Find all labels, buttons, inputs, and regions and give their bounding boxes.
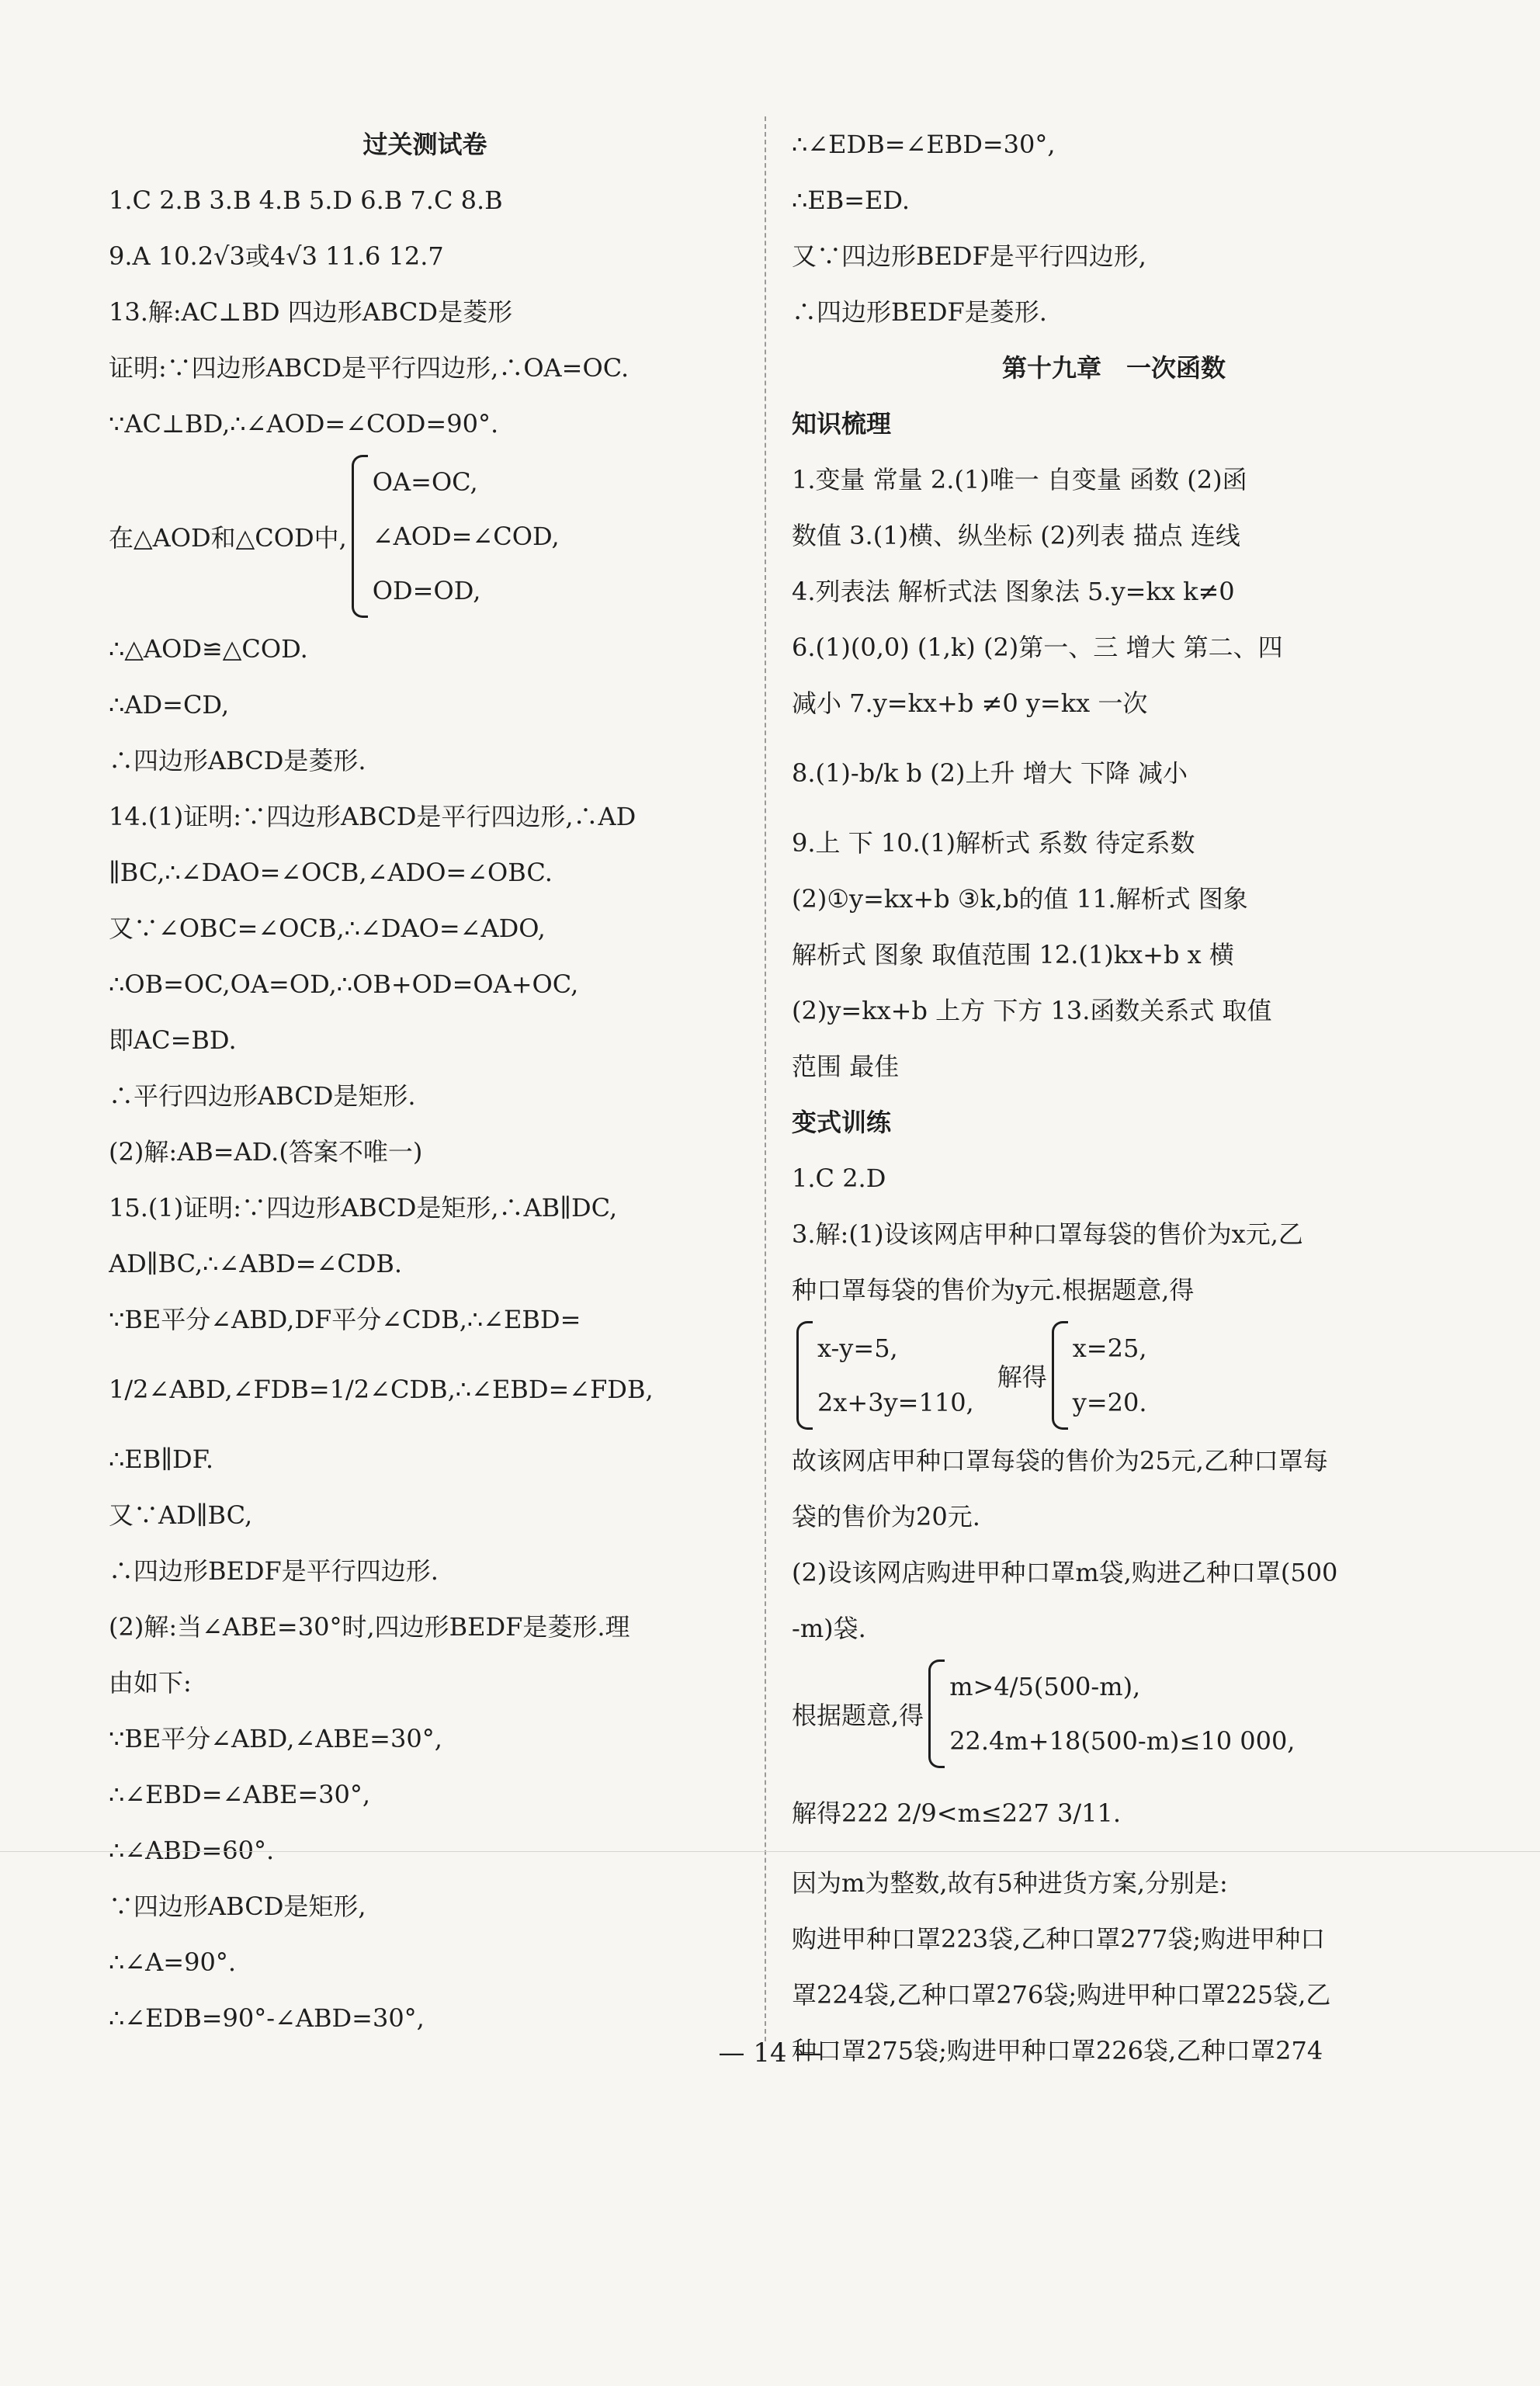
text-line: 购进甲种口罩223袋,乙种口罩277袋;购进甲种口 [792,1924,1326,1954]
right-lines-d [792,1433,1436,1656]
text-line: 故该网店甲种口罩每袋的售价为25元,乙种口罩每 [792,1446,1328,1476]
text-line: ∵BE平分∠ABD,DF平分∠CDB,∴∠EBD= [109,1305,581,1334]
text-line: 1.C 2.D [792,1164,886,1193]
system-row: 2x+3y=110, [817,1388,974,1417]
system-row: y=20. [1072,1388,1147,1417]
text-line: ∴EB∥DF. [109,1444,214,1474]
page-number: — 14 — [718,2037,822,2069]
text-line: (2)解:AB=AD.(答案不唯一) [109,1137,423,1167]
text-line: ∴∠A=90°. [109,1947,236,1977]
system-row: OA=OC, [372,467,478,497]
text-line: 又∵∠OBC=∠OCB,∴∠DAO=∠ADO, [109,914,546,943]
text-line: AD∥BC,∴∠ABD=∠CDB. [109,1249,403,1278]
text-line: (2)设该网店购进甲种口罩m袋,购进乙种口罩(500 [792,1558,1338,1587]
system-row: m>4/5(500-m), [949,1672,1141,1701]
text-line: ∵AC⊥BD,∴∠AOD=∠COD=90°. [109,409,499,439]
text-line: 3.解:(1)设该网店甲种口罩每袋的售价为x元,乙 [792,1219,1303,1249]
text-line: 15.(1)证明:∵四边形ABCD是矩形,∴AB∥DC, [109,1193,618,1222]
text-line: 14.(1)证明:∵四边形ABCD是平行四边形,∴AD [109,802,636,831]
scan-fold-line [0,1851,1540,1852]
text-line: ∴四边形BEDF是平行四边形. [109,1556,439,1586]
text-line: ∵BE平分∠ABD,∠ABE=30°, [109,1724,442,1753]
brace [796,1321,813,1430]
text-line: 范围 最佳 [792,1052,900,1081]
text-line: 9.A 10.2√3或4√3 11.6 12.7 [109,241,444,271]
right-lines-b [792,452,1436,1094]
column-divider [765,116,766,2041]
text-line: ∴四边形ABCD是菱形. [109,746,366,775]
text-line: 1/2∠ABD,∠FDB=1/2∠CDB,∴∠EBD=∠FDB, [109,1375,654,1404]
system-prefix: 在△AOD和△COD中, [109,523,347,553]
chapter-title: 第十九章 一次函数 [1001,353,1226,383]
equation-system [792,1659,1436,1768]
text-line: ∴四边形BEDF是菱形. [792,297,1047,327]
text-line: (2)解:当∠ABE=30°时,四边形BEDF是菱形.理 [109,1612,630,1642]
text-line: ∴∠EBD=∠ABE=30°, [109,1780,371,1809]
system-row: OD=OD, [372,576,481,605]
system-row: 22.4m+18(500-m)≤10 000, [949,1726,1295,1756]
section-heading: 知识梳理 [792,409,892,439]
text-line: 减小 7.y=kx+b ≠0 y=kx 一次 [792,688,1148,718]
brace [352,455,368,618]
text-line: (2)①y=kx+b ③k,b的值 11.解析式 图象 [792,884,1248,914]
right-lines-e [792,1771,1436,2079]
text-line: 4.列表法 解析式法 图象法 5.y=kx k≠0 [792,577,1235,606]
text-line: 又∵AD∥BC, [109,1500,253,1530]
system-row: x-y=5, [817,1333,898,1363]
text-line: 又∵四边形BEDF是平行四边形, [792,241,1146,271]
brace [928,1659,945,1768]
text-line: 9.上 下 10.(1)解析式 系数 待定系数 [792,828,1195,858]
right-lines-c [792,1150,1436,1318]
text-line: ∴平行四边形ABCD是矩形. [109,1081,416,1111]
text-line: ∴∠ABD=60°. [109,1836,275,1865]
text-line: 种口罩每袋的售价为y元.根据题意,得 [792,1275,1195,1305]
text-line: ∴∠EDB=∠EBD=30°, [792,130,1056,159]
section-heading: 变式训练 [792,1108,892,1137]
text-line: ∴AD=CD, [109,690,230,720]
text-line: 8.(1)-b/k b (2)上升 增大 下降 减小 [792,758,1188,788]
text-line: ∴EB=ED. [792,186,910,215]
text-line: ∴OB=OC,OA=OD,∴OB+OD=OA+OC, [109,969,579,999]
equation-system [109,455,741,618]
right-lines-a [792,116,1436,340]
right-column [792,116,1436,2079]
text-line: 即AC=BD. [109,1025,237,1055]
text-line: ∴△AOD≌△COD. [109,634,308,664]
text-line: 因为m为整数,故有5种进货方案,分别是: [792,1868,1228,1898]
text-line: ∥BC,∴∠DAO=∠OCB,∠ADO=∠OBC. [109,858,553,887]
text-line: ∵四边形ABCD是矩形, [109,1892,366,1921]
text-line: ∴∠EDB=90°-∠ABD=30°, [109,2003,425,2033]
equation-system [792,1321,1436,1430]
text-line: (2)y=kx+b 上方 下方 13.函数关系式 取值 [792,996,1272,1025]
text-line: 罩224袋,乙种口罩276袋;购进甲种口罩225袋,乙 [792,1980,1331,2010]
section-title: 过关测试卷 [362,130,487,159]
text-line: 数值 3.(1)横、纵坐标 (2)列表 描点 连线 [792,521,1240,550]
text-line: 6.(1)(0,0) (1,k) (2)第一、三 增大 第二、四 [792,633,1283,662]
text-line: 袋的售价为20元. [792,1502,980,1531]
text-line: 1.变量 常量 2.(1)唯一 自变量 函数 (2)函 [792,465,1247,494]
system-row: x=25, [1072,1333,1147,1363]
text-line: -m)袋. [792,1614,866,1643]
brace [1052,1321,1068,1430]
text-line: 种口罩275袋;购进甲种口罩226袋,乙种口罩274 [792,2036,1323,2065]
text-line: 证明:∵四边形ABCD是平行四边形,∴OA=OC. [109,353,630,383]
text-line: 1.C 2.B 3.B 4.B 5.D 6.B 7.C 8.B [109,186,503,215]
left-column [109,116,741,2046]
text-line: 由如下: [109,1668,192,1698]
left-lines-a [109,172,741,452]
system-row: ∠AOD=∠COD, [372,522,560,551]
system-prefix: 根据题意,得 [792,1701,924,1730]
text-line: 解析式 图象 取值范围 12.(1)kx+b x 横 [792,940,1234,969]
text-line: 13.解:AC⊥BD 四边形ABCD是菱形 [109,297,513,327]
text-line: 解得222 2/9<m≤227 3/11. [792,1798,1122,1828]
system-mid: 解得 [997,1362,1047,1392]
left-lines-b [109,621,741,2046]
